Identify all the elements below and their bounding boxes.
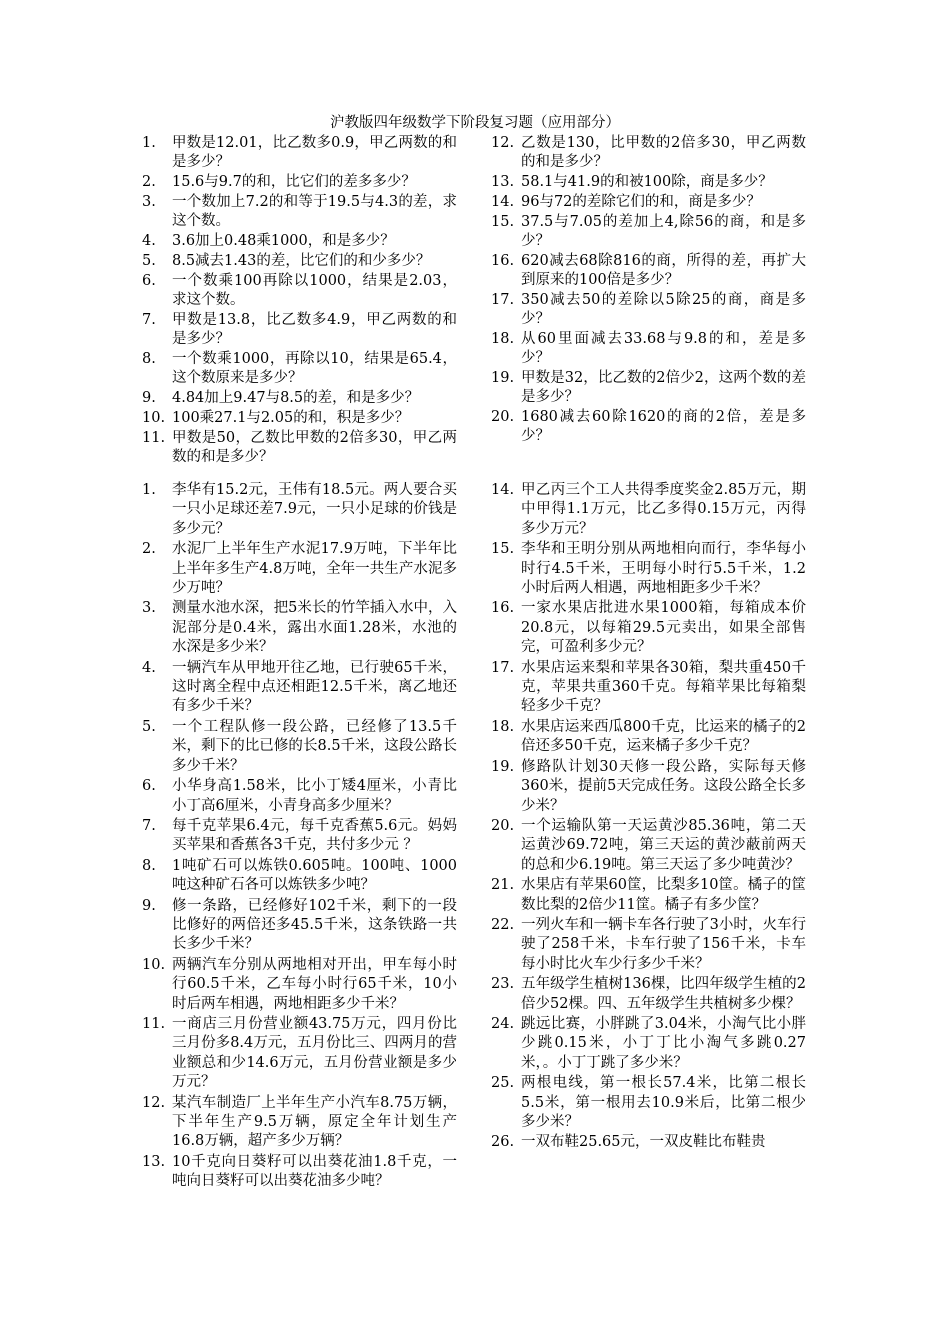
question-item: [491, 1133, 806, 1152]
question-number: 1.: [142, 135, 156, 151]
section2-left-column: [142, 481, 457, 1193]
question-number: 13.: [491, 174, 515, 190]
question-item: [142, 659, 457, 717]
question-item: [142, 232, 457, 251]
question-text: 小华身高1.58米，比小丁矮4厘米，小青比小丁高6厘米，小青身高多少厘米？: [172, 778, 457, 814]
question-text: 水泥厂上半年生产水泥17.9万吨，下半年比上半年多生产4.8万吨，全年一共生产水泥多少万吨？: [172, 541, 457, 597]
question-number: 21.: [491, 877, 515, 894]
question-text: 五年级学生植树136棵，比四年级学生植的2倍少52棵。四、五年级学生共植树多少棵？: [521, 976, 806, 1012]
question-item: [491, 408, 806, 446]
question-number: 10.: [142, 410, 166, 426]
question-item: [142, 817, 457, 856]
question-number: 18.: [491, 718, 515, 735]
question-item: [142, 350, 457, 388]
question-text: 测量水池水深，把5米长的竹竿插入水中，入泥部分是0.4米，露出水面1.28米，水池的水深是多少米？: [172, 600, 457, 656]
question-number: 3.: [142, 600, 156, 617]
question-text: 甲数是32，比乙数的2倍少2，这两个数的差是多少？: [521, 370, 806, 405]
question-item: [142, 897, 457, 955]
question-text: 甲乙丙三个工人共得季度奖金2.85万元，期中甲得1.1万元，比乙多得0.15万元，丙得多少万元？: [521, 482, 806, 537]
question-text: 一个数乘1000，再除以10，结果是65.4，这个数原来是多少？: [172, 351, 457, 386]
question-item: [142, 252, 457, 271]
question-item: [491, 540, 806, 598]
question-number: 5.: [142, 253, 156, 269]
question-item: [142, 272, 457, 310]
question-text: 10千克向日葵籽可以出葵花油1.8千克，一吨向日葵籽可以出葵花油多少吨？: [172, 1153, 457, 1190]
question-number: 26.: [491, 1134, 515, 1151]
question-item: [491, 1015, 806, 1073]
question-text: 甲数是12.01，比乙数多0.9，甲乙两数的和是多少？: [172, 135, 457, 170]
question-number: 12.: [491, 135, 515, 151]
question-text: 一商店三月份营业额43.75万元，四月份比三月份多8.4万元，五月份比三、四两月的营业额总和少14.6万元，五月份营业额是多少万元？: [172, 1015, 457, 1091]
question-number: 7.: [142, 817, 156, 834]
question-text: 甲数是50，乙数比甲数的2倍多30，甲乙两数的和是多少？: [172, 430, 457, 465]
question-number: 20.: [491, 409, 515, 425]
question-text: 修一条路，已经修好102千米，剩下的一段比修好的两倍还多45.5千米，这条铁路一共长多少千米？: [172, 897, 457, 953]
question-item: [142, 389, 457, 408]
question-text: 水果店运来西瓜800千克，比运来的橘子的2倍还多50千克，运来橘子多少千克？: [521, 718, 806, 755]
question-text: 3.6加上0.48乘1000，和是多少？: [172, 233, 395, 249]
question-number: 7.: [142, 312, 156, 328]
question-number: 9.: [142, 897, 156, 914]
question-number: 5.: [142, 718, 156, 735]
question-item: [491, 817, 806, 875]
question-item: [491, 916, 806, 974]
question-text: 跳远比赛，小胖跳了3.04米，小淘气比小胖少跳0.15米，小丁丁比小淘气多跳0.27米，。小丁丁跳了多少米？: [521, 1015, 806, 1071]
question-item: [142, 429, 457, 467]
question-text: 620减去68除816的商，所得的差，再扩大到原来的100倍是多少？: [521, 253, 806, 288]
question-number: 11.: [142, 430, 166, 446]
question-number: 22.: [491, 916, 515, 933]
question-text: 一个数乘100再除以1000，结果是2.03，求这个数。: [172, 273, 457, 308]
question-text: 一个数加上7.2的和等于19.5与4.3的差，求这个数。: [172, 194, 457, 229]
question-item: [491, 599, 806, 657]
question-item: [491, 718, 806, 757]
question-number: 19.: [491, 370, 515, 386]
question-number: 12.: [142, 1094, 166, 1111]
question-item: [491, 369, 806, 407]
question-number: 18.: [491, 331, 515, 347]
question-item: [491, 134, 806, 172]
question-text: 某汽车制造厂上半年生产小汽车8.75万辆，下半年生产9.5万辆，原定全年计划生产16.8万辆，超产多少万辆？: [172, 1094, 457, 1150]
question-number: 23.: [491, 976, 515, 993]
question-number: 16.: [491, 253, 515, 269]
question-text: 李华有15.2元，王伟有18.5元。两人要合买一只小足球还差7.9元，一只小足球的价钱是多少元？: [172, 482, 457, 537]
section2-right-column: [491, 481, 806, 1154]
question-text: 水果店有苹果60筐，比梨多10筐。橘子的筐数比梨的2倍少11筐。橘子有多少筐？: [521, 877, 806, 913]
question-text: 1吨矿石可以炼铁0.605吨。100吨、1000吨这种矿石各可以炼铁多少吨？: [172, 857, 457, 894]
question-number: 8.: [142, 857, 156, 874]
question-text: 一家水果店批进水果1000箱，每箱成本价20.8元，以每箱29.5元卖出，如果全部售完，可盈利多少元？: [521, 600, 806, 656]
question-item: [142, 1015, 457, 1093]
question-text: 一列火车和一辆卡车各行驶了3小时，火车行驶了258千米，卡车行驶了156千米，卡车每小时比火车少行多少千米？: [521, 916, 806, 972]
question-number: 2.: [142, 541, 156, 558]
question-text: 100乘27.1与2.05的和，积是多少？: [172, 410, 410, 426]
question-text: 一双布鞋25.65元，一双皮鞋比布鞋贵: [521, 1134, 766, 1151]
question-text: 15.6与9.7的和，比它们的差多多少？: [172, 174, 416, 190]
question-text: 4.84加上9.47与8.5的差，和是多少？: [172, 390, 420, 406]
question-item: [142, 173, 457, 192]
question-number: 20.: [491, 817, 515, 834]
question-item: [491, 758, 806, 816]
page-title: 沪教版四年级数学下阶段复习题（应用部分）: [330, 115, 620, 131]
question-text: 水果店运来梨和苹果各30箱，梨共重450千克，苹果共重360千克。每箱苹果比每箱梨轻多少千克？: [521, 659, 806, 715]
question-number: 16.: [491, 600, 515, 617]
question-item: [491, 193, 806, 212]
question-item: [142, 134, 457, 172]
question-item: [142, 540, 457, 598]
question-text: 一个工程队修一段公路，已经修了13.5千米，剩下的比已修的长8.5千米，这段公路长多少千米？: [172, 718, 457, 774]
question-text: 从60里面减去33.68与9.8的和，差是多少？: [521, 331, 806, 366]
question-item: [491, 1074, 806, 1132]
question-text: 58.1与41.9的和被100除，商是多少？: [521, 174, 773, 190]
question-number: 10.: [142, 956, 166, 973]
question-number: 17.: [491, 659, 515, 676]
question-number: 17.: [491, 292, 515, 308]
question-text: 修路队计划30天修一段公路，实际每天修360米，提前5天完成任务。这段公路全长多少米？: [521, 758, 806, 814]
question-number: 25.: [491, 1075, 515, 1092]
question-number: 3.: [142, 194, 156, 210]
question-text: 李华和王明分别从两地相向而行，李华每小时行4.5千米，王明每小时行5.5千米，1.2小时后两人相遇，两地相距多少千米？: [521, 541, 806, 597]
question-item: [142, 777, 457, 816]
question-item: [142, 1153, 457, 1192]
question-number: 9.: [142, 390, 156, 406]
question-number: 15.: [491, 214, 515, 230]
question-item: [491, 975, 806, 1014]
question-item: [491, 659, 806, 717]
section1-left-column: [142, 134, 457, 468]
question-number: 14.: [491, 194, 515, 210]
question-number: 19.: [491, 758, 515, 775]
question-item: [142, 1094, 457, 1152]
question-text: 一辆汽车从甲地开往乙地，已行驶65千米，这时离全程中点还相距12.5千米，离乙地还有多少千米？: [172, 659, 457, 715]
question-number: 15.: [491, 541, 515, 558]
question-text: 96与72的差除它们的和，商是多少？: [521, 194, 761, 210]
question-text: 8.5减去1.43的差，比它们的和少多少？: [172, 253, 431, 269]
question-text: 1680减去60除1620的商的2倍，差是多少？: [521, 409, 806, 444]
question-text: 甲数是13.8，比乙数多4.9，甲乙两数的和是多少？: [172, 312, 457, 347]
question-item: [491, 291, 806, 329]
question-item: [491, 330, 806, 368]
question-item: [491, 173, 806, 192]
question-number: 13.: [142, 1153, 166, 1170]
question-item: [491, 876, 806, 915]
question-number: 24.: [491, 1015, 515, 1032]
question-number: 4.: [142, 659, 156, 676]
question-item: [491, 252, 806, 290]
question-text: 每千克苹果6.4元，每千克香蕉5.6元。妈妈买苹果和香蕉各3千克，共付多少元 ？: [172, 817, 457, 854]
question-item: [142, 956, 457, 1014]
question-text: 两根电线，第一根长57.4米，比第二根长5.5米，第一根用去10.9米后，比第二根少多少米？: [521, 1075, 806, 1130]
question-item: [142, 481, 457, 539]
question-text: 两辆汽车分别从两地相对开出，甲车每小时行60.5千米，乙车每小时行65千米，10小时后两车相遇，两地相距多少千米？: [172, 956, 457, 1012]
question-number: 6.: [142, 778, 156, 795]
question-item: [142, 409, 457, 428]
question-number: 1.: [142, 482, 156, 498]
question-item: [491, 481, 806, 539]
question-item: [142, 311, 457, 349]
question-number: 4.: [142, 233, 156, 249]
question-item: [142, 718, 457, 776]
section1-right-column: [491, 134, 806, 447]
question-number: 2.: [142, 174, 156, 190]
question-text: 350减去50的差除以5除25的商，商是多少？: [521, 292, 806, 327]
question-text: 一个运输队第一天运黄沙85.36吨，第二天运黄沙69.72吨，第三天运的黄沙蔽前两天的总和少6.19吨。第三天运了多少吨黄沙？: [521, 817, 806, 873]
question-number: 8.: [142, 351, 156, 367]
question-item: [142, 857, 457, 896]
question-number: 14.: [491, 482, 515, 498]
question-text: 37.5与7.05的差加上4,除56的商，和是多少？: [521, 214, 806, 249]
question-text: 乙数是130，比甲数的2倍多30，甲乙两数的和是多少？: [521, 135, 806, 170]
question-item: [142, 193, 457, 231]
question-item: [142, 599, 457, 657]
question-number: 11.: [142, 1015, 166, 1032]
question-item: [491, 213, 806, 251]
question-number: 6.: [142, 273, 156, 289]
